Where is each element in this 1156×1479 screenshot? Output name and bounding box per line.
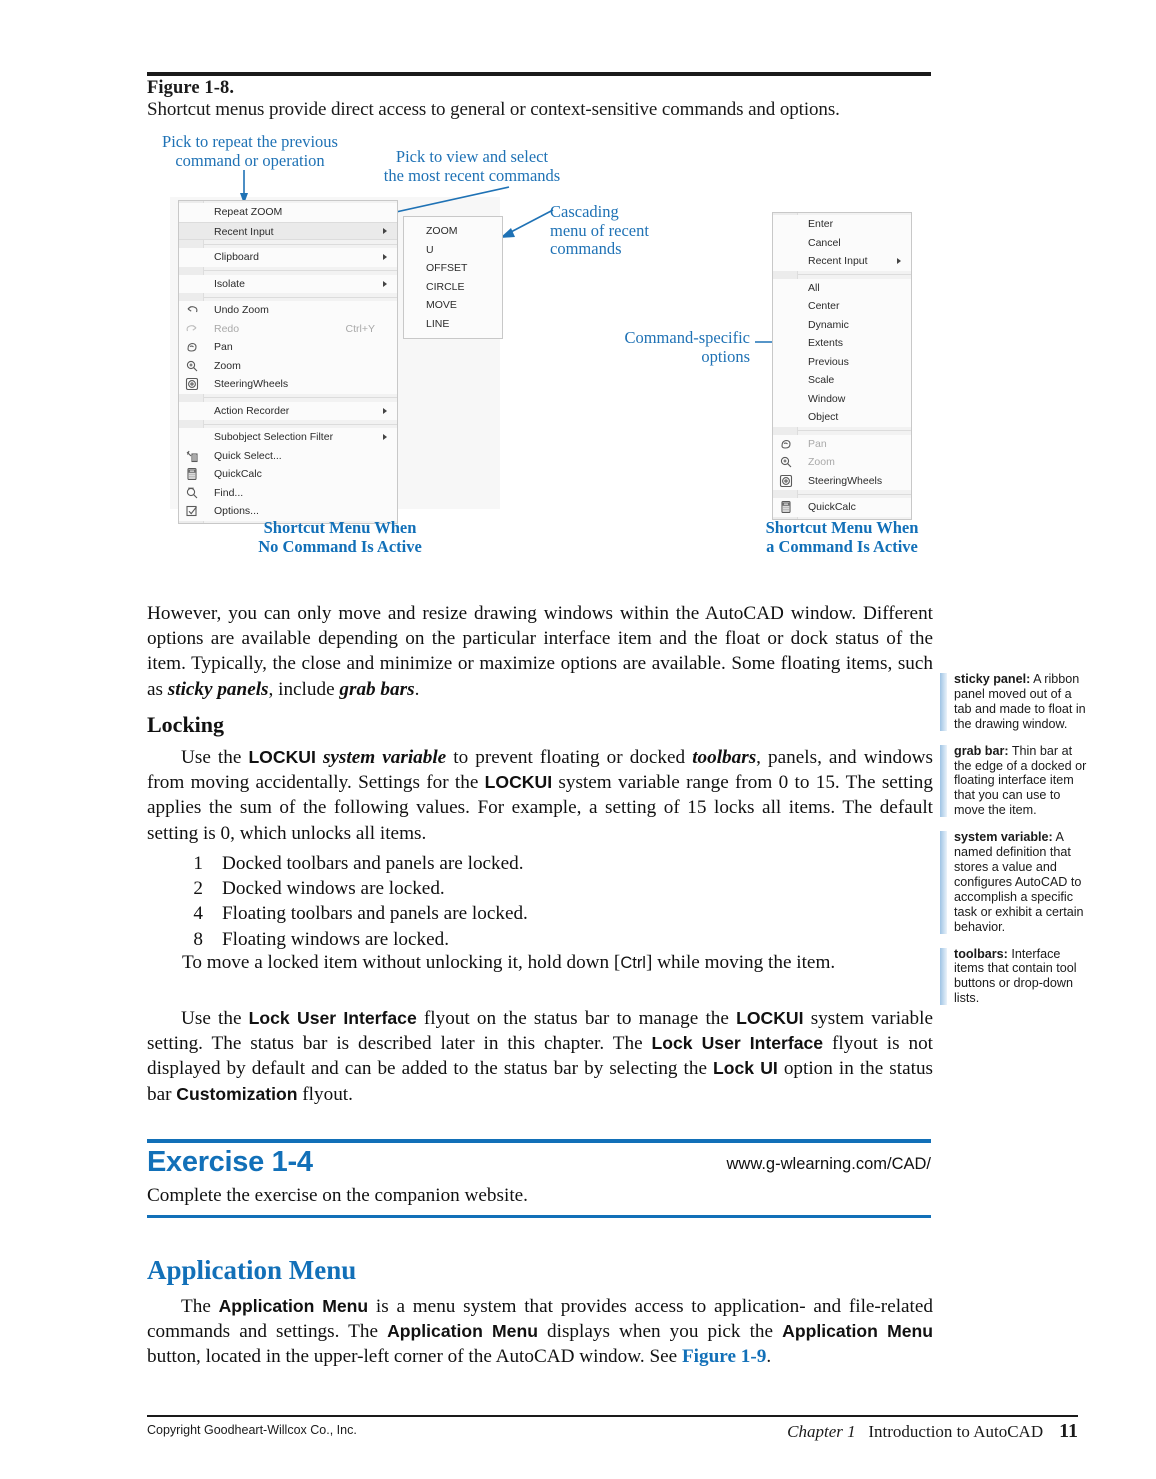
shortcut-menu-no-command[interactable] — [178, 200, 398, 524]
glossary-sidebar — [940, 672, 1090, 1018]
p3-b3: Lock User Interface — [651, 1033, 824, 1054]
menu-item-scale[interactable] — [773, 371, 911, 390]
menu-group — [179, 246, 397, 269]
submenu-arrow-icon — [383, 281, 387, 287]
menu-group — [179, 201, 397, 242]
submenu-arrow-icon — [383, 228, 387, 234]
menu-items-container — [179, 201, 397, 523]
annotation-recent-line1: Pick to view and select — [395, 147, 549, 166]
p3-t3: system variable setting. The status bar is described later in this chapter. The — [147, 1008, 933, 1055]
menu-item-label: Scale — [808, 374, 835, 386]
menu-item-extents[interactable] — [773, 334, 911, 353]
lock-value-text: Docked windows are locked. — [222, 878, 445, 900]
menu-item-label: Pan — [808, 437, 827, 450]
quickcalc-icon — [779, 500, 793, 514]
menu-items-container-right — [773, 213, 911, 519]
menu-group — [179, 299, 397, 396]
menu-item-recent-input[interactable] — [773, 252, 911, 271]
menu-item-quickcalc[interactable] — [773, 498, 911, 517]
p4-t2: is a menu system that provides access to application- and file-related commands and settings. The — [147, 1296, 933, 1343]
submenu-item-zoom[interactable] — [404, 222, 502, 241]
glossary-definition: A named definition that stores a value and configures AutoCAD to accomplish a specific task or exhibit a certain behavior. — [954, 830, 1084, 934]
menu-item-label: All — [808, 281, 820, 294]
menu-item-label: Action Recorder — [214, 404, 290, 417]
menu-item-label: Clipboard — [214, 251, 259, 263]
menu-item-action-recorder[interactable] — [179, 402, 397, 421]
lock-note — [182, 950, 933, 976]
menu-item-recent-input[interactable] — [179, 222, 397, 241]
menu-separator — [179, 244, 397, 245]
menu-item-label: Window — [808, 392, 846, 405]
menu-item-label: Enter — [808, 218, 834, 230]
annotation-cmdspec-line1: Command-specific — [624, 328, 750, 347]
p2-em2: toolbars — [692, 747, 757, 768]
p3-b1: Lock User Interface — [248, 1008, 417, 1028]
menu-separator — [179, 397, 397, 398]
lock-value-text: Docked toolbars and panels are locked. — [222, 853, 524, 874]
submenu-items-container — [404, 222, 502, 333]
glossary-term: sticky panel: — [954, 672, 1031, 686]
menu-item-previous[interactable] — [773, 353, 911, 372]
pan-icon — [779, 437, 793, 451]
lock-value-text: Floating toolbars and panels are locked. — [222, 903, 528, 925]
heading-application-menu: Application Menu — [147, 1255, 357, 1285]
p1-t1: However, you can only move and resize drawing windows within the AutoCAD window. Different options are available depending on the particular interface item and the float or dock status of the item. Typically, the close and minimize or maximize options are available. Some floating items, such as — [147, 603, 933, 700]
glossary-entry — [940, 947, 1090, 1007]
annotation-repeat-line1: Pick to repeat the previous — [162, 132, 338, 151]
pan-icon — [185, 340, 199, 354]
heading-locking: Locking — [147, 712, 225, 737]
figure-1-9-link[interactable]: Figure 1-9 — [681, 1346, 767, 1368]
submenu-item-label: LINE — [426, 317, 450, 330]
subcaption-right-line2: a Command Is Active — [766, 537, 918, 556]
subcaption-right-line1: Shortcut Menu When — [765, 518, 919, 537]
paragraph-lockui — [147, 745, 933, 846]
figure-top-rule — [147, 72, 931, 76]
p2-t1: Use the — [181, 747, 249, 768]
p2-b1: LOCKUI — [248, 747, 316, 767]
undo-icon — [185, 303, 199, 317]
submenu-item-label: OFFSET — [426, 262, 468, 274]
p3-b5: Customization — [176, 1083, 298, 1104]
menu-item-dynamic[interactable] — [773, 316, 911, 335]
menu-item-label: Previous — [808, 355, 849, 368]
glossary-entry — [940, 672, 1090, 732]
footer-page-number: 11 — [1059, 1420, 1078, 1442]
menu-item-label: Recent Input — [214, 225, 274, 238]
glossary-accent-bar — [940, 673, 947, 731]
menu-item-quick-select[interactable] — [179, 447, 397, 466]
menu-item-pan[interactable] — [179, 338, 397, 357]
menu-item-steeringwheels[interactable] — [773, 472, 911, 491]
find-icon — [185, 486, 199, 500]
menu-item-quickcalc[interactable] — [179, 465, 397, 484]
menu-item-label: Zoom — [214, 359, 241, 372]
p4-b3: Application Menu — [782, 1321, 934, 1342]
lock-value-row — [147, 876, 933, 901]
menu-group — [773, 433, 911, 493]
glossary-definition: Thin bar at the edge of a docked or floating interface item that you can use to move the item. — [954, 743, 1087, 818]
submenu-item-move[interactable] — [404, 296, 502, 315]
p4-t1: The — [181, 1296, 219, 1317]
menu-item-label: Pan — [214, 341, 233, 353]
menu-group — [773, 277, 911, 429]
menu-group — [773, 213, 911, 273]
menu-item-window[interactable] — [773, 390, 911, 409]
annotation-cascading-line2: menu of recent — [550, 220, 649, 240]
p1-em1: sticky panels — [167, 678, 269, 700]
exercise-top-rule — [147, 1139, 931, 1143]
submenu-item-label: CIRCLE — [426, 280, 465, 293]
submenu-item-u[interactable] — [404, 241, 502, 260]
annotation-cascading-line1: Cascading — [550, 202, 619, 221]
menu-item-label: Subobject Selection Filter — [214, 431, 334, 443]
exercise-title: Exercise 1-4 — [147, 1146, 313, 1178]
submenu-item-circle[interactable] — [404, 278, 502, 297]
menu-group — [179, 400, 397, 423]
menu-item-label: Isolate — [214, 277, 245, 290]
menu-item-redo[interactable] — [179, 320, 397, 339]
exercise-bottom-rule — [147, 1215, 931, 1218]
menu-item-label: Find... — [214, 486, 244, 499]
menu-item-cancel[interactable] — [773, 234, 911, 253]
figure-caption: Shortcut menus provide direct access to general or context-sensitive commands and options. — [147, 99, 840, 120]
menu-item-zoom[interactable] — [773, 453, 911, 472]
annotation-cascading-line3: commands — [550, 239, 622, 258]
zoom-icon — [185, 359, 199, 373]
submenu-item-offset[interactable] — [404, 259, 502, 278]
glossary-entry — [940, 744, 1090, 819]
submenu-arrow-icon — [383, 434, 387, 440]
lock-value-number: 1 — [193, 853, 203, 874]
menu-item-clipboard[interactable] — [179, 248, 397, 267]
lock-value-row — [147, 927, 933, 952]
note-key: Ctrl — [620, 954, 646, 972]
submenu-item-label: ZOOM — [426, 225, 458, 237]
menu-separator — [179, 424, 397, 425]
menu-separator — [179, 297, 397, 298]
footer-rule — [147, 1415, 1078, 1417]
lock-value-row — [147, 851, 933, 876]
menu-item-find[interactable] — [179, 484, 397, 503]
paragraph-lock-user-interface — [147, 1006, 933, 1107]
menu-item-pan[interactable] — [773, 435, 911, 454]
annotation-command-specific — [560, 329, 750, 366]
annotation-cmdspec-line2: options — [701, 346, 750, 366]
glossary-term: grab bar: — [954, 743, 1009, 758]
menu-item-zoom[interactable] — [179, 357, 397, 376]
menu-item-label: Zoom — [808, 456, 835, 468]
menu-item-repeat-zoom[interactable] — [179, 203, 397, 222]
menu-item-steeringwheels[interactable] — [179, 375, 397, 394]
submenu-arrow-icon — [897, 258, 901, 264]
menu-item-label: SteeringWheels — [808, 474, 883, 487]
lock-value-number: 4 — [193, 903, 203, 925]
menu-item-label: Object — [808, 411, 839, 423]
figure-label: Figure 1-8. — [147, 78, 235, 98]
p2-b2: LOCKUI — [484, 772, 553, 793]
p3-b4: Lock UI — [713, 1058, 778, 1079]
footer-chapter-info — [787, 1420, 1078, 1443]
steeringwheels-icon — [779, 474, 793, 488]
glossary-accent-bar — [940, 831, 947, 933]
menu-item-label: Repeat ZOOM — [214, 206, 283, 218]
p3-t1: Use the — [181, 1008, 249, 1029]
menu-item-subobject-selection-filter[interactable] — [179, 428, 397, 447]
footer-chapter: Chapter 1 — [787, 1422, 856, 1441]
p4-t4: button, located in the upper-left corner of the AutoCAD window. See — [147, 1346, 682, 1368]
p2-t4: , panels, and windows from moving accidentally. Settings for the — [147, 747, 934, 794]
menu-separator — [179, 270, 397, 271]
figure-subcaption-right — [732, 518, 952, 556]
submenu-item-label: MOVE — [426, 299, 457, 311]
submenu-arrow-icon — [383, 254, 387, 260]
glossary-term: system variable: — [954, 830, 1053, 845]
options-icon — [185, 504, 199, 518]
p1-t3: . — [414, 678, 420, 700]
paragraph-window-options — [147, 601, 933, 702]
menu-item-label: Dynamic — [808, 318, 849, 331]
annotation-recent-commands — [372, 148, 572, 185]
menu-item-label: Redo — [214, 322, 240, 335]
menu-item-undo-zoom[interactable] — [179, 301, 397, 320]
p4-b1: Application Menu — [218, 1296, 369, 1316]
submenu-item-line[interactable] — [404, 315, 502, 334]
menu-accelerator: Ctrl+Y — [345, 322, 375, 335]
p4-b2: Application Menu — [387, 1321, 538, 1342]
menu-group — [179, 273, 397, 296]
submenu-arrow-icon — [383, 408, 387, 414]
glossary-term: toolbars: — [954, 946, 1008, 961]
p4-t5: . — [766, 1346, 772, 1368]
annotation-repeat-line2: command or operation — [175, 150, 325, 170]
menu-item-label: Undo Zoom — [214, 304, 269, 316]
menu-item-label: Extents — [808, 337, 844, 349]
menu-item-center[interactable] — [773, 297, 911, 316]
menu-item-all[interactable] — [773, 279, 911, 298]
menu-item-label: Quick Select... — [214, 449, 282, 462]
p4-t3: displays when you pick the — [537, 1321, 783, 1343]
menu-item-label: Recent Input — [808, 255, 868, 267]
menu-group — [773, 496, 911, 519]
menu-item-label: Options... — [214, 505, 259, 517]
exercise-url[interactable]: www.g-wlearning.com/CAD/ — [726, 1155, 931, 1173]
p2-em1: system variable — [322, 747, 447, 768]
menu-item-label: QuickCalc — [214, 468, 262, 480]
p3-t6: flyout. — [297, 1083, 353, 1105]
menu-item-enter[interactable] — [773, 215, 911, 234]
lock-value-text: Floating windows are locked. — [222, 928, 450, 950]
menu-group — [179, 426, 397, 523]
subcaption-left-line2: No Command Is Active — [258, 537, 422, 556]
p3-b2: LOCKUI — [736, 1008, 804, 1028]
menu-item-isolate[interactable] — [179, 275, 397, 294]
p2-t5: system variable range from 0 to 15. The setting applies the sum of the following values. For example, a setting of 15 locks all items. The default setting is 0, which unlocks all items. — [147, 772, 933, 844]
glossary-entry — [940, 830, 1090, 934]
menu-item-object[interactable] — [773, 408, 911, 427]
p2-t2 — [316, 747, 323, 768]
p3-t2: flyout on the status bar to manage the — [416, 1008, 737, 1029]
p3-t5: option in the status bar — [147, 1058, 934, 1105]
redo-icon — [185, 322, 199, 336]
p2-t3: to prevent floating or docked — [446, 747, 693, 768]
zoom-icon — [779, 455, 793, 469]
footer-copyright: Copyright Goodheart-Willcox Co., Inc. — [147, 1423, 357, 1437]
steeringwheels-icon — [185, 377, 199, 391]
quickselect-icon — [185, 449, 199, 463]
menu-item-label: SteeringWheels — [214, 378, 289, 390]
p1-t2: , include — [268, 678, 340, 700]
lock-value-row — [147, 901, 933, 926]
submenu-item-label: U — [426, 243, 434, 256]
menu-item-label: Cancel — [808, 236, 841, 249]
exercise-instruction: Complete the exercise on the companion website. — [147, 1185, 528, 1206]
subcaption-left-line1: Shortcut Menu When — [263, 518, 417, 537]
shortcut-menu-command-active[interactable] — [772, 212, 912, 520]
glossary-accent-bar — [940, 745, 947, 818]
p3-t4: flyout is not displayed by default and can be added to the status bar by selecting the — [147, 1033, 933, 1080]
lock-value-number: 8 — [193, 928, 203, 950]
arrow-cascading-icon — [495, 207, 565, 247]
glossary-definition: A ribbon panel moved out of a tab and made to float in the drawing window. — [954, 672, 1086, 731]
footer-chapter-title: Introduction to AutoCAD — [868, 1422, 1044, 1441]
lock-value-list — [147, 851, 933, 952]
note-t1: To move a locked item without unlocking it, hold down [ — [182, 952, 621, 973]
glossary-definition: Interface items that contain tool buttons or drop-down lists. — [954, 946, 1077, 1006]
glossary-accent-bar — [940, 948, 947, 1006]
annotation-repeat-previous — [146, 133, 354, 170]
annotation-cascading-menu — [550, 203, 700, 259]
recent-input-submenu[interactable] — [403, 216, 503, 339]
note-t2: ] while moving the item. — [645, 952, 836, 973]
annotation-recent-line2: the most recent commands — [383, 165, 561, 185]
p1-em2: grab bars — [339, 678, 415, 700]
paragraph-application-menu — [147, 1294, 933, 1370]
lock-value-number: 2 — [193, 878, 203, 900]
quickcalc-icon — [185, 467, 199, 481]
figure-subcaption-left — [230, 518, 450, 556]
menu-item-label: Center — [808, 300, 840, 312]
menu-item-label: QuickCalc — [808, 501, 856, 513]
